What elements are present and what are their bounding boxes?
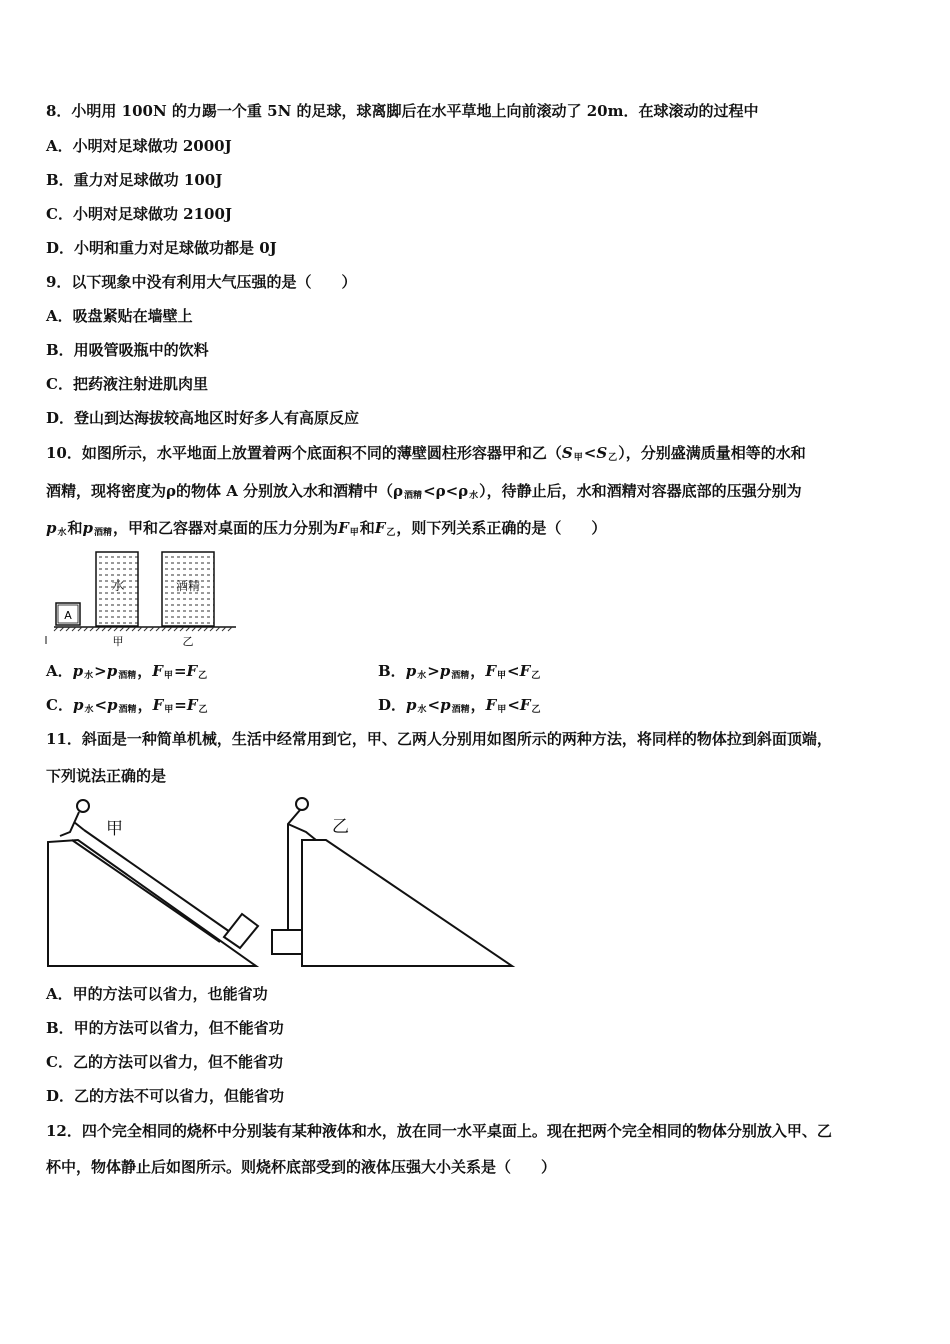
incline-yi-label: 乙: [332, 817, 349, 837]
q11-option-b: B．甲的方法可以省力，但不能省功: [46, 1019, 284, 1037]
container-jia-label: 甲: [112, 635, 124, 648]
container-yi: [162, 552, 214, 626]
q10-option-c: C．$p_水<p_{酒精}$，$F_甲=F_乙$: [46, 696, 208, 715]
q11-option-a: A．甲的方法可以省力，也能省功: [46, 985, 268, 1003]
q11-figure: [44, 792, 518, 972]
q8-option-d: D．小明和重力对足球做功都是 0J: [46, 239, 277, 257]
q8-option-a: A．小明对足球做功 2000J: [46, 137, 232, 155]
q10-option-d: D．$p_水<p_{酒精}$，$F_甲<F_乙$: [378, 696, 541, 715]
container-yi-liquid-label: 酒精: [175, 579, 201, 593]
ground: [54, 627, 236, 631]
q11-stem-line2: 下列说法正确的是: [46, 767, 167, 785]
q10-figure: [44, 548, 240, 648]
q10-stem-line2: 酒精，现将密度为ρ的物体 A 分别放入水和酒精中$(\rho_{酒精}<\rho<\rho_水)$，待静止后，水和酒精对容器底部的压强分别为: [46, 482, 802, 501]
q12-stem-line1: 12．四个完全相同的烧杯中分别装有某种液体和水，放在同一水平桌面上。现在把两个完全相同的物体分别放入甲、乙: [46, 1122, 832, 1140]
q10-option-a: A．$p_水>p_{酒精}$，$F_甲=F_乙$: [46, 662, 208, 681]
q10-option-b: B．$p_水>p_{酒精}$，$F_甲<F_乙$: [378, 662, 541, 681]
block-a: [56, 603, 80, 625]
q8-option-b: B．重力对足球做功 100J: [46, 171, 223, 189]
q8-stem: 8．小明用 100N 的力踢一个重 5N 的足球，球离脚后在水平草地上向前滚动了 20m．在球滚动的过程中: [46, 102, 759, 120]
block-a-label: A: [64, 609, 72, 622]
incline-jia-label: 甲: [106, 819, 123, 839]
q9-option-b: B．用吸管吸瓶中的饮料: [46, 341, 209, 359]
q8-option-c: C．小明对足球做功 2100J: [46, 205, 233, 223]
incline-yi: [272, 798, 512, 966]
container-yi-label: 乙: [182, 635, 194, 648]
q12-stem-line2: 杯中，物体静止后如图所示。则烧杯底部受到的液体压强大小关系是（ ）: [46, 1158, 557, 1176]
container-jia-liquid-label: 水: [111, 579, 125, 594]
q9-option-a: A．吸盘紧贴在墙壁上: [46, 307, 193, 325]
container-jia: [96, 552, 138, 626]
q11-option-d: D．乙的方法不可以省力，但能省功: [46, 1087, 285, 1105]
q11-option-c: C．乙的方法可以省力，但不能省功: [46, 1053, 283, 1071]
q9-option-c: C．把药液注射进肌肉里: [46, 375, 208, 393]
q11-stem-line1: 11．斜面是一种简单机械，生活中经常用到它，甲、乙两人分别用如图所示的两种方法，将同样的物体拉到斜面顶端，: [46, 730, 832, 748]
q10-stem-line1: 10．如图所示，水平地面上放置着两个底面积不同的薄壁圆柱形容器甲和乙$(S_甲<S_乙)$，分别盛满质量相等的水和: [46, 444, 806, 463]
q9-option-d: D．登山到达海拔较高地区时好多人有高原反应: [46, 409, 360, 427]
incline-jia: [48, 800, 258, 966]
q10-stem-line3: $p_水$和$p_{酒精}$，甲和乙容器对桌面的压力分别为$F_甲$和$F_乙$，则下列关系正确的是（ ）: [46, 519, 607, 538]
q9-stem: 9．以下现象中没有利用大气压强的是（ ）: [46, 273, 357, 291]
